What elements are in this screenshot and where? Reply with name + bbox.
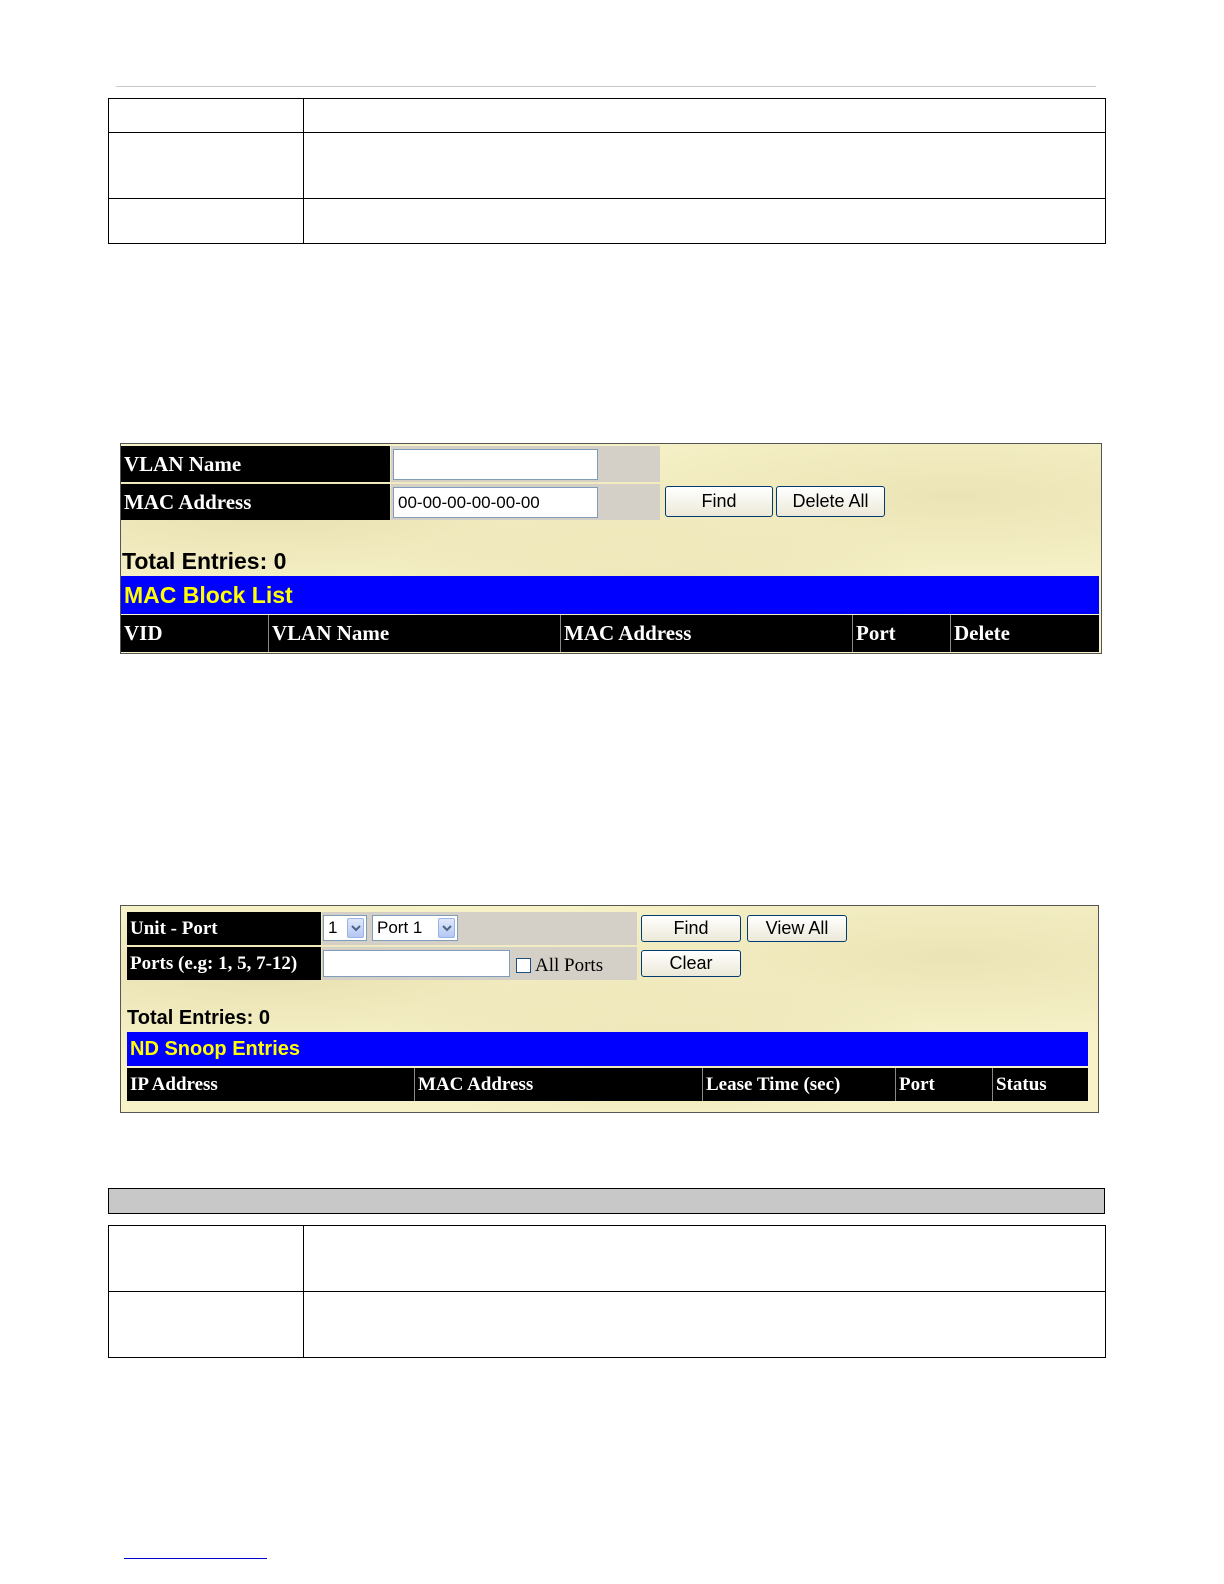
column-status: Status	[996, 1073, 1047, 1095]
column-delete: Delete	[954, 621, 1010, 645]
all-ports-label: All Ports	[535, 955, 604, 976]
ports-label: Ports (e.g: 1, 5, 7-12)	[127, 947, 321, 980]
port-select[interactable]	[372, 915, 458, 941]
nd-snoop-list-header	[127, 1068, 1088, 1101]
vlan-name-input[interactable]	[393, 449, 598, 480]
parameter-table-header-bar	[108, 1188, 1105, 1214]
table-cell	[304, 199, 1106, 244]
bottom-parameter-table	[108, 1225, 1106, 1358]
delete-all-button[interactable]: Delete All	[776, 486, 885, 517]
table-cell	[109, 99, 304, 133]
all-ports-checkbox[interactable]	[516, 958, 531, 973]
table-cell	[109, 133, 304, 199]
table-cell	[304, 1292, 1106, 1358]
port-select-value: Port 1	[377, 918, 423, 937]
mac-block-panel	[120, 443, 1102, 654]
column-vid: VID	[121, 615, 269, 652]
top-parameter-table	[108, 98, 1106, 244]
column-vlan-name: VLAN Name	[269, 615, 561, 652]
table-cell	[304, 99, 1106, 133]
nd-snoop-entries-title: ND Snoop Entries	[127, 1032, 1088, 1066]
unit-select-value: 1	[328, 918, 338, 937]
column-port: Port	[896, 1068, 993, 1101]
view-all-button[interactable]: View All	[747, 915, 847, 942]
mac-address-label: MAC Address	[121, 484, 390, 520]
total-entries: Total Entries: 0	[122, 548, 287, 574]
mac-block-list-title: MAC Block List	[121, 576, 1099, 614]
column-port: Port	[853, 615, 951, 652]
total-entries: Total Entries: 0	[127, 1007, 270, 1029]
column-lease-time: Lease Time (sec)	[703, 1068, 896, 1101]
table-cell	[109, 1292, 304, 1358]
table-cell	[304, 133, 1106, 199]
column-mac-address: MAC Address	[561, 615, 853, 652]
ports-input[interactable]	[323, 950, 510, 977]
nd-snoop-panel	[120, 905, 1099, 1113]
footer-link-underline	[124, 1558, 267, 1559]
mac-block-list-header	[121, 615, 1099, 652]
chevron-down-icon	[438, 918, 455, 938]
header-rule	[116, 86, 1096, 87]
mac-address-input[interactable]	[393, 487, 598, 518]
unit-port-label: Unit - Port	[127, 912, 321, 945]
clear-button[interactable]: Clear	[641, 950, 741, 977]
table-cell	[109, 1226, 304, 1292]
find-button[interactable]: Find	[641, 915, 741, 942]
vlan-name-label: VLAN Name	[121, 446, 390, 482]
table-cell	[109, 199, 304, 244]
table-cell	[304, 1226, 1106, 1292]
unit-port-cell	[322, 912, 637, 945]
column-mac-address: MAC Address	[415, 1068, 703, 1101]
chevron-down-icon	[347, 918, 364, 938]
find-button[interactable]: Find	[665, 486, 773, 517]
unit-select[interactable]	[323, 915, 367, 941]
column-ip-address: IP Address	[127, 1068, 415, 1101]
